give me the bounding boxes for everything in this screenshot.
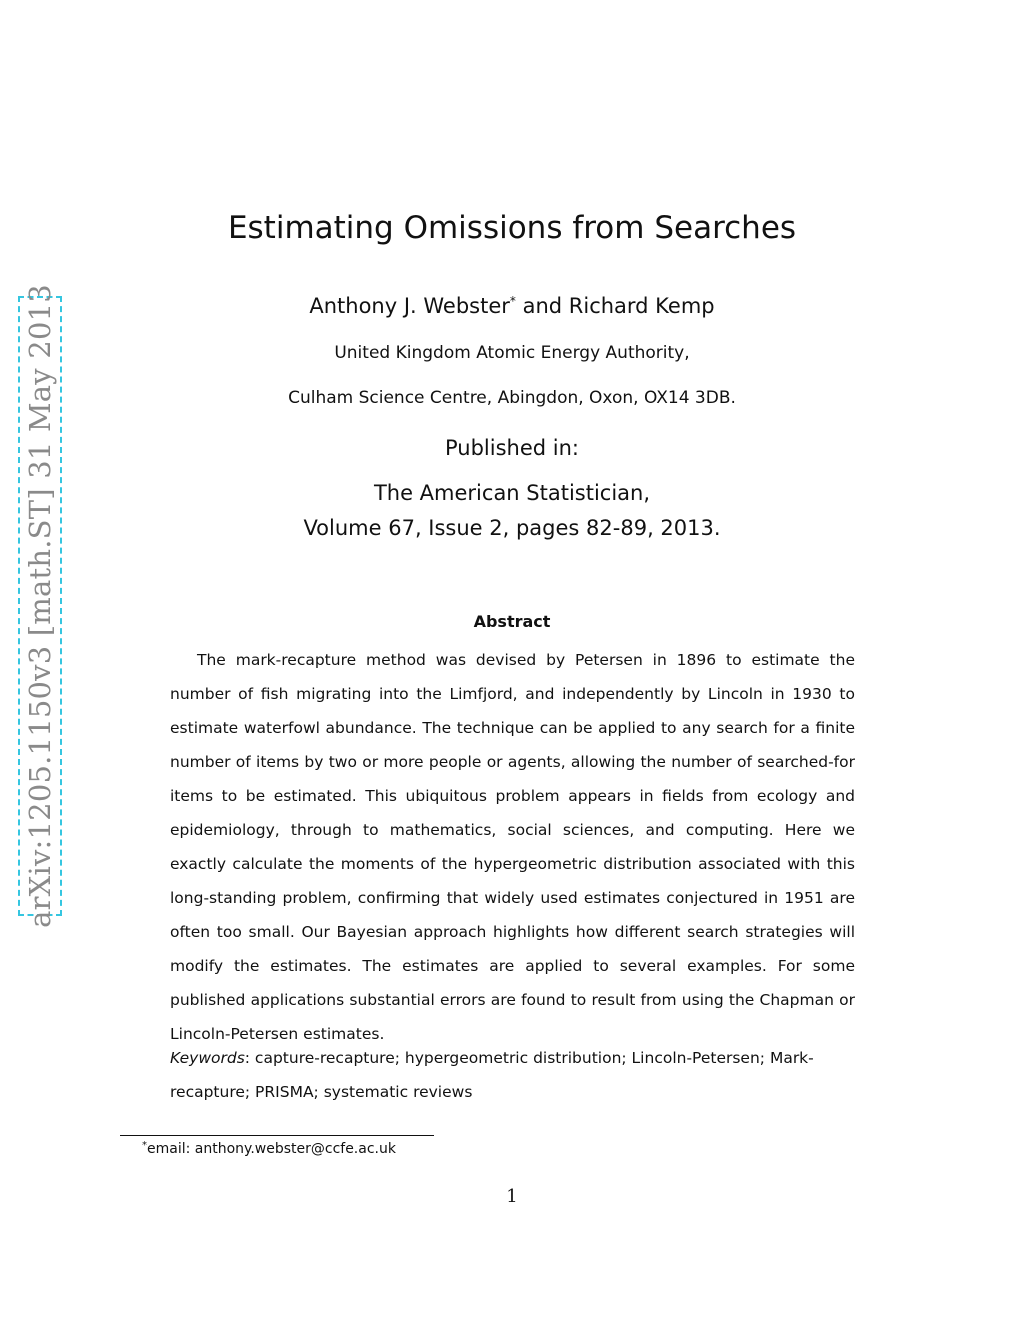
journal-name: The American Statistician, bbox=[373, 481, 651, 505]
keywords-list: : capture-recapture; hypergeometric distribution; Lincoln-Petersen; Mark-recapture; PRISMA; systematic reviews bbox=[170, 1049, 814, 1101]
abstract-text: The mark-recapture method was devised by Petersen in 1896 to estimate the number of fish migrating into the Limfjord, and independently by Lincoln in 1930 to estimate waterfowl abundance. The technique can be applied to any search for a finite number of items by two or more people or agents, allowing the number of searched-for items to be estimated. This ubiquitous problem appears in fields from ecology and epidemiology, through to mathematics, social sciences, and computing. Here we exactly calculate the moments of the hypergeometric distribution associated with this long-standing problem, confirming that widely used estimates conjectured in 1951 are often too small. Our Bayesian approach highlights how different search strategies will modify the estimates. The estimates are applied to several examples. For some published applications substantial errors are found to result from using the Chapman or Lincoln-Petersen estimates. bbox=[170, 651, 855, 1043]
footnote-text: email: anthony.webster@ccfe.ac.uk bbox=[147, 1141, 396, 1157]
arxiv-identifier-text: arXiv:1205.1150v3 [math.ST] 31 May 2013 bbox=[23, 284, 57, 928]
journal-volume: Volume 67, Issue 2, pages 82-89, 2013. bbox=[303, 516, 721, 540]
paper-title: Estimating Omissions from Searches bbox=[227, 210, 797, 246]
author-first: Anthony J. Webster bbox=[309, 294, 510, 318]
affiliation-line-1: United Kingdom Atomic Energy Authority, bbox=[334, 343, 690, 363]
footnote-email bbox=[142, 1140, 396, 1157]
page-number: 1 bbox=[506, 1186, 518, 1207]
author-rest: and Richard Kemp bbox=[515, 294, 715, 318]
footnote-marker: * bbox=[142, 1140, 147, 1151]
published-in-label: Published in: bbox=[445, 436, 579, 460]
affiliation-line-2: Culham Science Centre, Abingdon, Oxon, OX14 3DB. bbox=[288, 388, 736, 408]
keywords bbox=[170, 1041, 890, 1109]
abstract-heading: Abstract bbox=[473, 612, 551, 631]
author-line bbox=[0, 294, 1024, 318]
author-footnote-marker: * bbox=[509, 294, 516, 308]
footnote-divider bbox=[120, 1135, 434, 1136]
keywords-label: Keywords bbox=[170, 1049, 245, 1067]
